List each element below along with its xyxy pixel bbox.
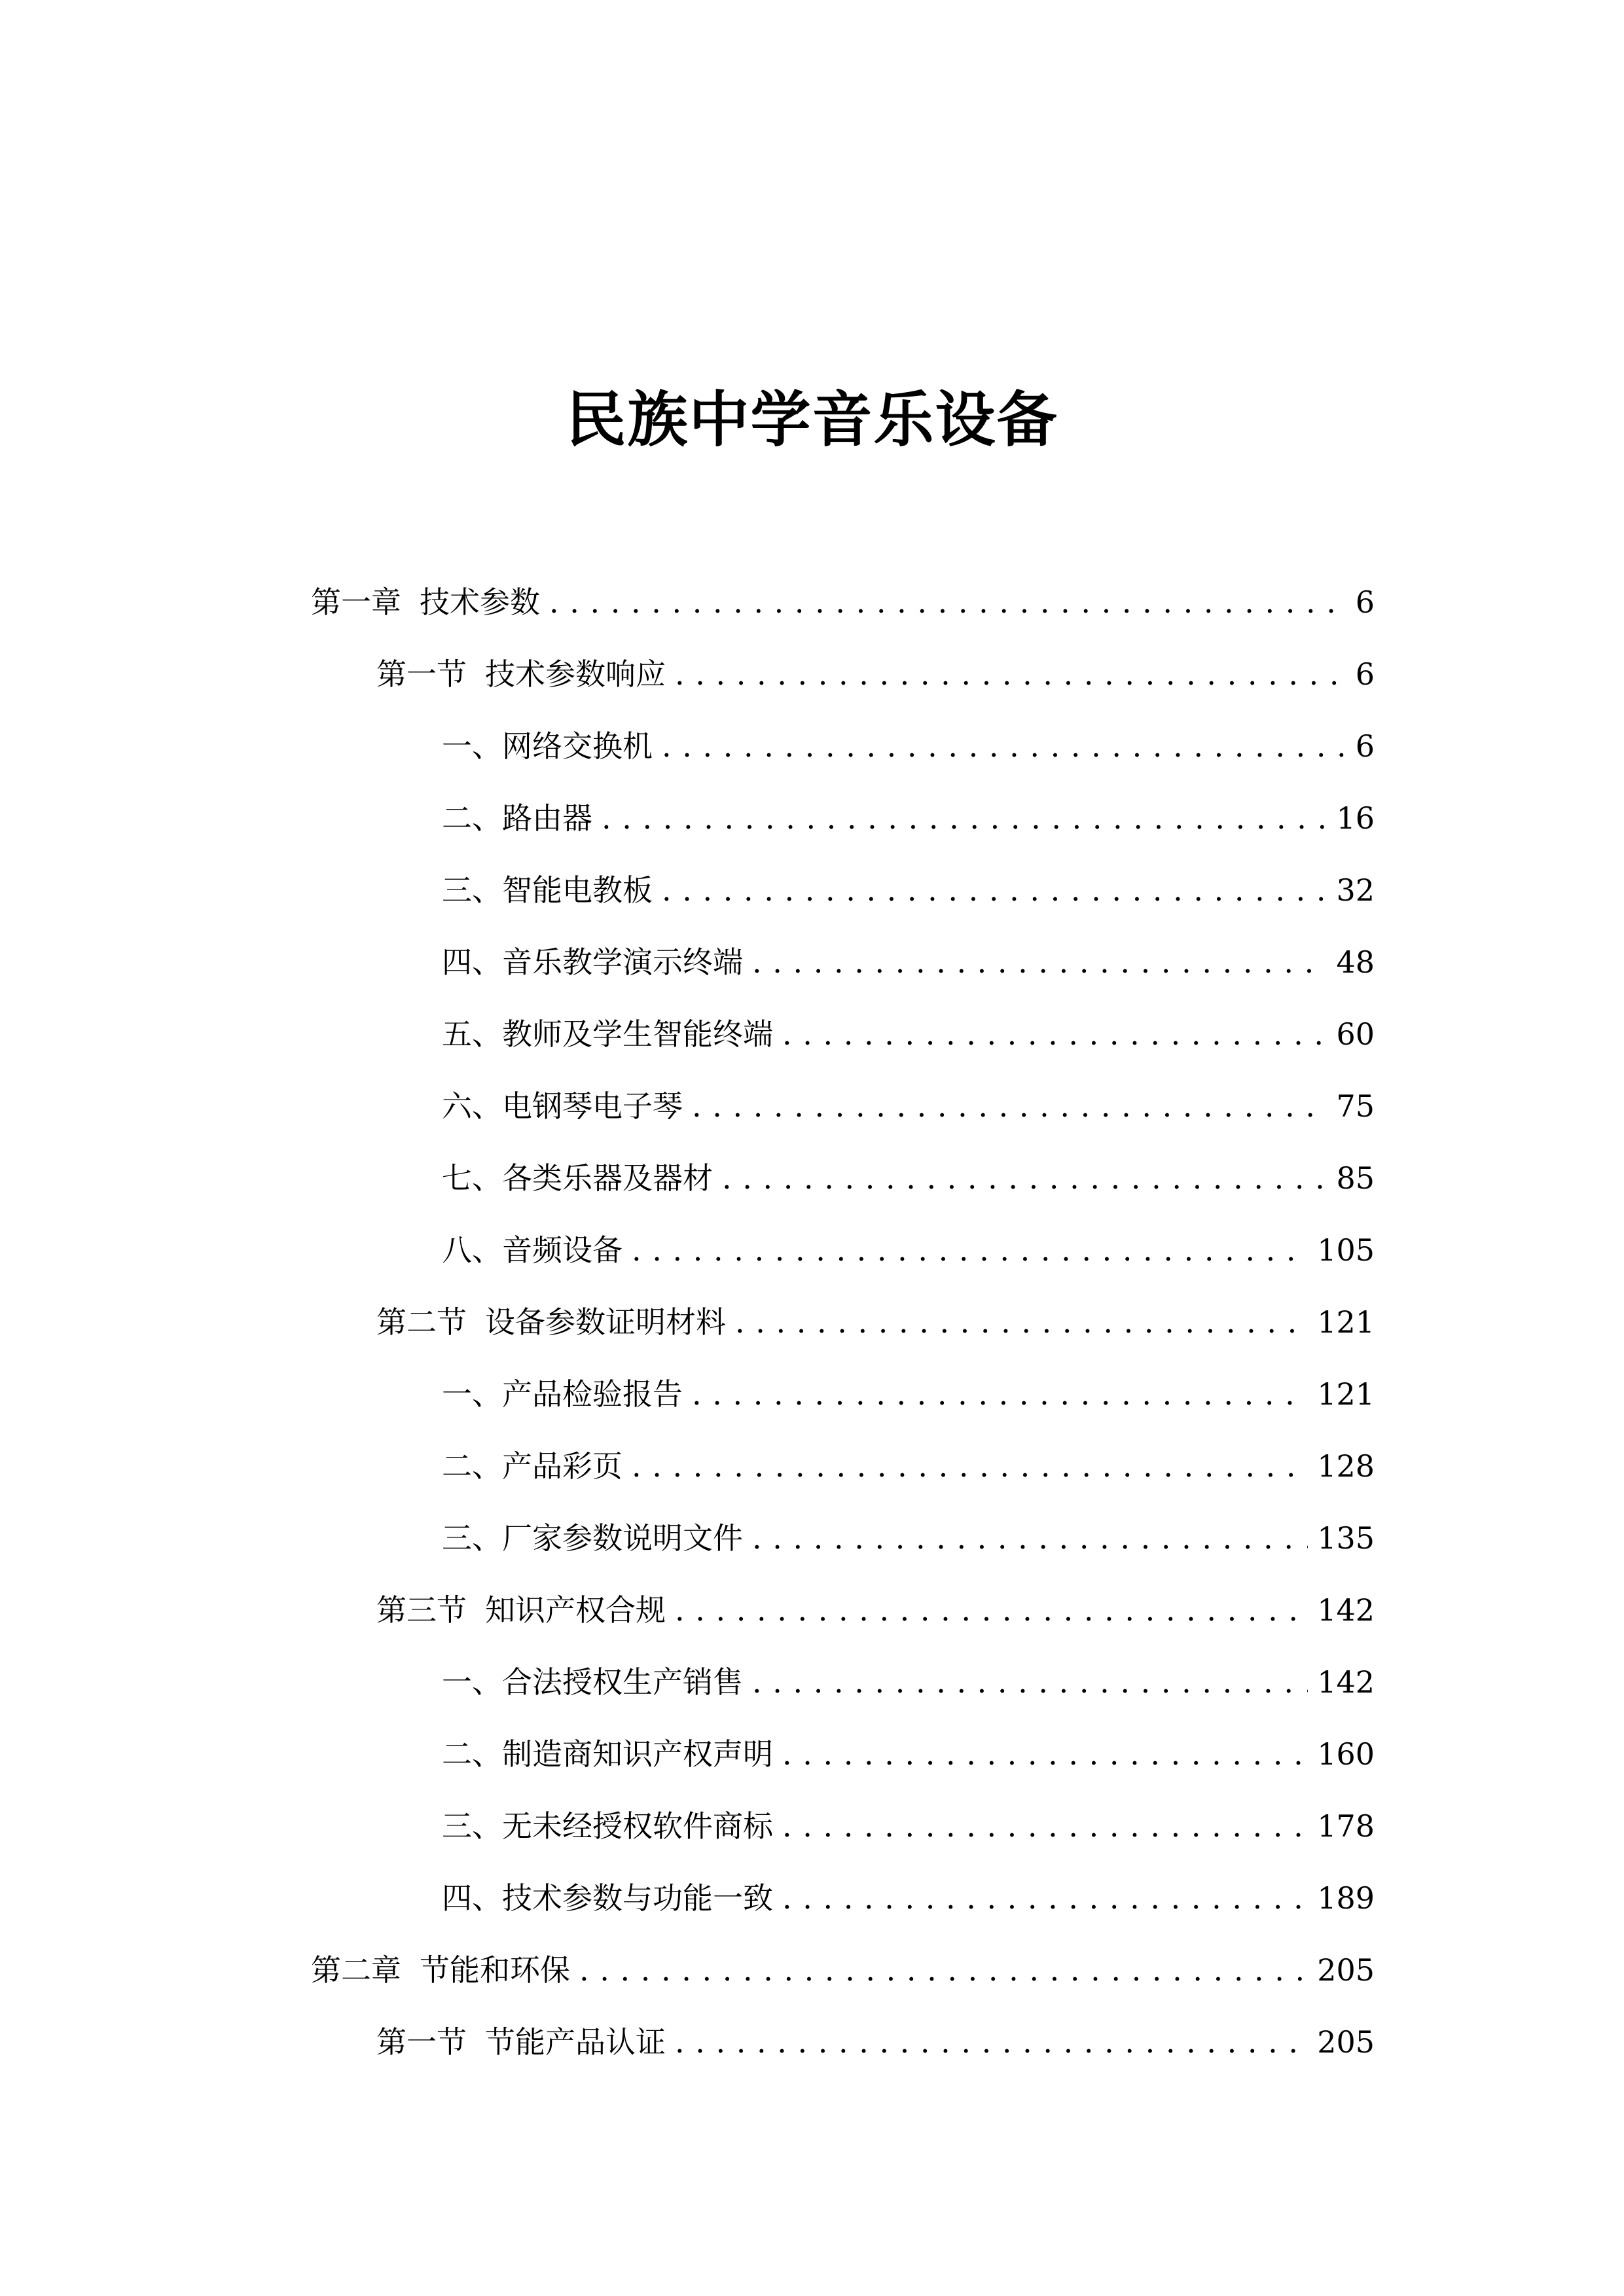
toc-entry[interactable]	[311, 1944, 1375, 1996]
toc-entry-page: 6	[1355, 584, 1375, 620]
toc-dot-leader	[692, 1080, 1327, 1132]
toc-dot-leader	[782, 1008, 1327, 1060]
toc-entry-label: 制造商知识产权声明	[502, 1736, 773, 1772]
toc-entry-page: 32	[1336, 872, 1375, 908]
toc-entry-number: 三、	[442, 872, 502, 908]
toc-entry[interactable]	[442, 1728, 1375, 1780]
toc-dot-leader	[662, 864, 1327, 916]
toc-entry-label: 音乐教学演示终端	[502, 944, 743, 980]
toc-entry-page: 121	[1317, 1304, 1375, 1340]
toc-entry-label: 知识产权合规	[485, 1592, 666, 1628]
toc-entry-number: 六、	[442, 1088, 502, 1124]
toc-entry[interactable]	[376, 1584, 1375, 1636]
toc-dot-leader	[782, 1800, 1308, 1852]
toc-entry-page: 6	[1355, 656, 1375, 692]
toc-dot-leader	[632, 1440, 1308, 1492]
toc-entry-label: 智能电教板	[502, 872, 653, 908]
toc-entry-page: 75	[1336, 1088, 1375, 1124]
toc-entry[interactable]	[442, 1656, 1375, 1708]
toc-entry-label: 合法授权生产销售	[502, 1664, 743, 1700]
toc-entry-number: 二、	[442, 1448, 502, 1484]
toc-dot-leader	[752, 1656, 1308, 1708]
toc-entry[interactable]	[442, 1800, 1375, 1852]
toc-entry-number: 四、	[442, 1880, 502, 1916]
toc-entry-number: 八、	[442, 1232, 502, 1268]
toc-entry-page: 121	[1317, 1376, 1375, 1412]
toc-entry-page: 142	[1317, 1664, 1375, 1700]
toc-entry-number: 第二节	[376, 1304, 467, 1340]
toc-entry-number: 四、	[442, 944, 502, 980]
toc-entry-label: 设备参数证明材料	[485, 1304, 726, 1340]
toc-entry[interactable]	[442, 1440, 1375, 1492]
toc-entry-label: 音频设备	[502, 1232, 623, 1268]
toc-dot-leader	[675, 1584, 1308, 1636]
toc-entry-label: 产品检验报告	[502, 1376, 683, 1412]
toc-dot-leader	[752, 1512, 1308, 1564]
toc-dot-leader	[782, 1728, 1308, 1780]
toc-dot-leader	[692, 1368, 1308, 1420]
toc-entry[interactable]	[442, 1872, 1375, 1924]
toc-entry-page: 205	[1317, 1952, 1375, 1988]
toc-entry-number: 七、	[442, 1160, 502, 1196]
toc-entry[interactable]	[376, 2016, 1375, 2068]
toc-entry-page: 178	[1317, 1808, 1375, 1844]
toc-dot-leader	[662, 720, 1346, 772]
toc-entry[interactable]	[442, 1224, 1375, 1276]
toc-entry-number: 三、	[442, 1520, 502, 1556]
toc-entry[interactable]	[442, 792, 1375, 844]
toc-entry-number: 一、	[442, 1664, 502, 1700]
toc-entry-number: 三、	[442, 1808, 502, 1844]
toc-entry-label: 技术参数响应	[485, 656, 666, 692]
toc-entry-page: 205	[1317, 2024, 1375, 2060]
toc-dot-leader	[735, 1296, 1308, 1348]
toc-dot-leader	[549, 576, 1346, 628]
toc-entry-number: 二、	[442, 800, 502, 836]
toc-entry-label: 无未经授权软件商标	[502, 1808, 773, 1844]
toc-entry-label: 节能和环保	[420, 1952, 570, 1988]
toc-dot-leader	[752, 936, 1327, 988]
toc-entry[interactable]	[442, 936, 1375, 988]
toc-entry[interactable]	[376, 1296, 1375, 1348]
toc-entry-label: 技术参数	[420, 584, 540, 620]
toc-entry-page: 48	[1336, 944, 1375, 980]
toc-entry-label: 教师及学生智能终端	[502, 1016, 773, 1052]
toc-entry-number: 一、	[442, 1376, 502, 1412]
toc-entry[interactable]	[442, 1152, 1375, 1204]
toc-entry-label: 网络交换机	[502, 728, 653, 764]
toc-entry-page: 6	[1355, 728, 1375, 764]
toc-entry-page: 160	[1317, 1736, 1375, 1772]
toc-entry-number: 第三节	[376, 1592, 467, 1628]
toc-dot-leader	[632, 1224, 1308, 1276]
toc-entry-number: 第一章	[311, 584, 401, 620]
toc-entry-label: 节能产品认证	[485, 2024, 666, 2060]
toc-dot-leader	[782, 1872, 1308, 1924]
toc-entry[interactable]	[442, 1368, 1375, 1420]
toc-entry-number: 五、	[442, 1016, 502, 1052]
toc-entry-page: 60	[1336, 1016, 1375, 1052]
toc-entry-label: 电钢琴电子琴	[502, 1088, 683, 1124]
toc-entry-label: 厂家参数说明文件	[502, 1520, 743, 1556]
toc-entry-label: 产品彩页	[502, 1448, 623, 1484]
toc-entry[interactable]	[376, 648, 1375, 700]
toc-dot-leader	[722, 1152, 1327, 1204]
toc-dot-leader	[602, 792, 1327, 844]
toc-entry-page: 105	[1317, 1232, 1375, 1268]
toc-dot-leader	[675, 648, 1346, 700]
toc-entry-label: 各类乐器及器材	[502, 1160, 713, 1196]
toc-entry-page: 142	[1317, 1592, 1375, 1628]
toc-entry-number: 一、	[442, 728, 502, 764]
toc-entry-page: 128	[1317, 1448, 1375, 1484]
toc-entry-label: 技术参数与功能一致	[502, 1880, 773, 1916]
toc-entry[interactable]	[442, 864, 1375, 916]
toc-entry[interactable]	[442, 1080, 1375, 1132]
toc-entry-page: 85	[1336, 1160, 1375, 1196]
toc-entry-page: 135	[1317, 1520, 1375, 1556]
toc-entry[interactable]	[442, 1512, 1375, 1564]
toc-entry[interactable]	[442, 1008, 1375, 1060]
toc-entry[interactable]	[442, 720, 1375, 772]
toc-entry-number: 第二章	[311, 1952, 401, 1988]
toc-entry[interactable]	[311, 576, 1375, 628]
toc-entry-page: 16	[1336, 800, 1375, 836]
toc-dot-leader	[675, 2016, 1308, 2068]
toc-entry-number: 第一节	[376, 2024, 467, 2060]
toc-dot-leader	[579, 1944, 1308, 1996]
toc-entry-number: 二、	[442, 1736, 502, 1772]
toc-entry-number: 第一节	[376, 656, 467, 692]
toc-entry-label: 路由器	[502, 800, 592, 836]
toc-entry-page: 189	[1317, 1880, 1375, 1916]
document-title: 民族中学音乐设备	[566, 384, 1058, 455]
